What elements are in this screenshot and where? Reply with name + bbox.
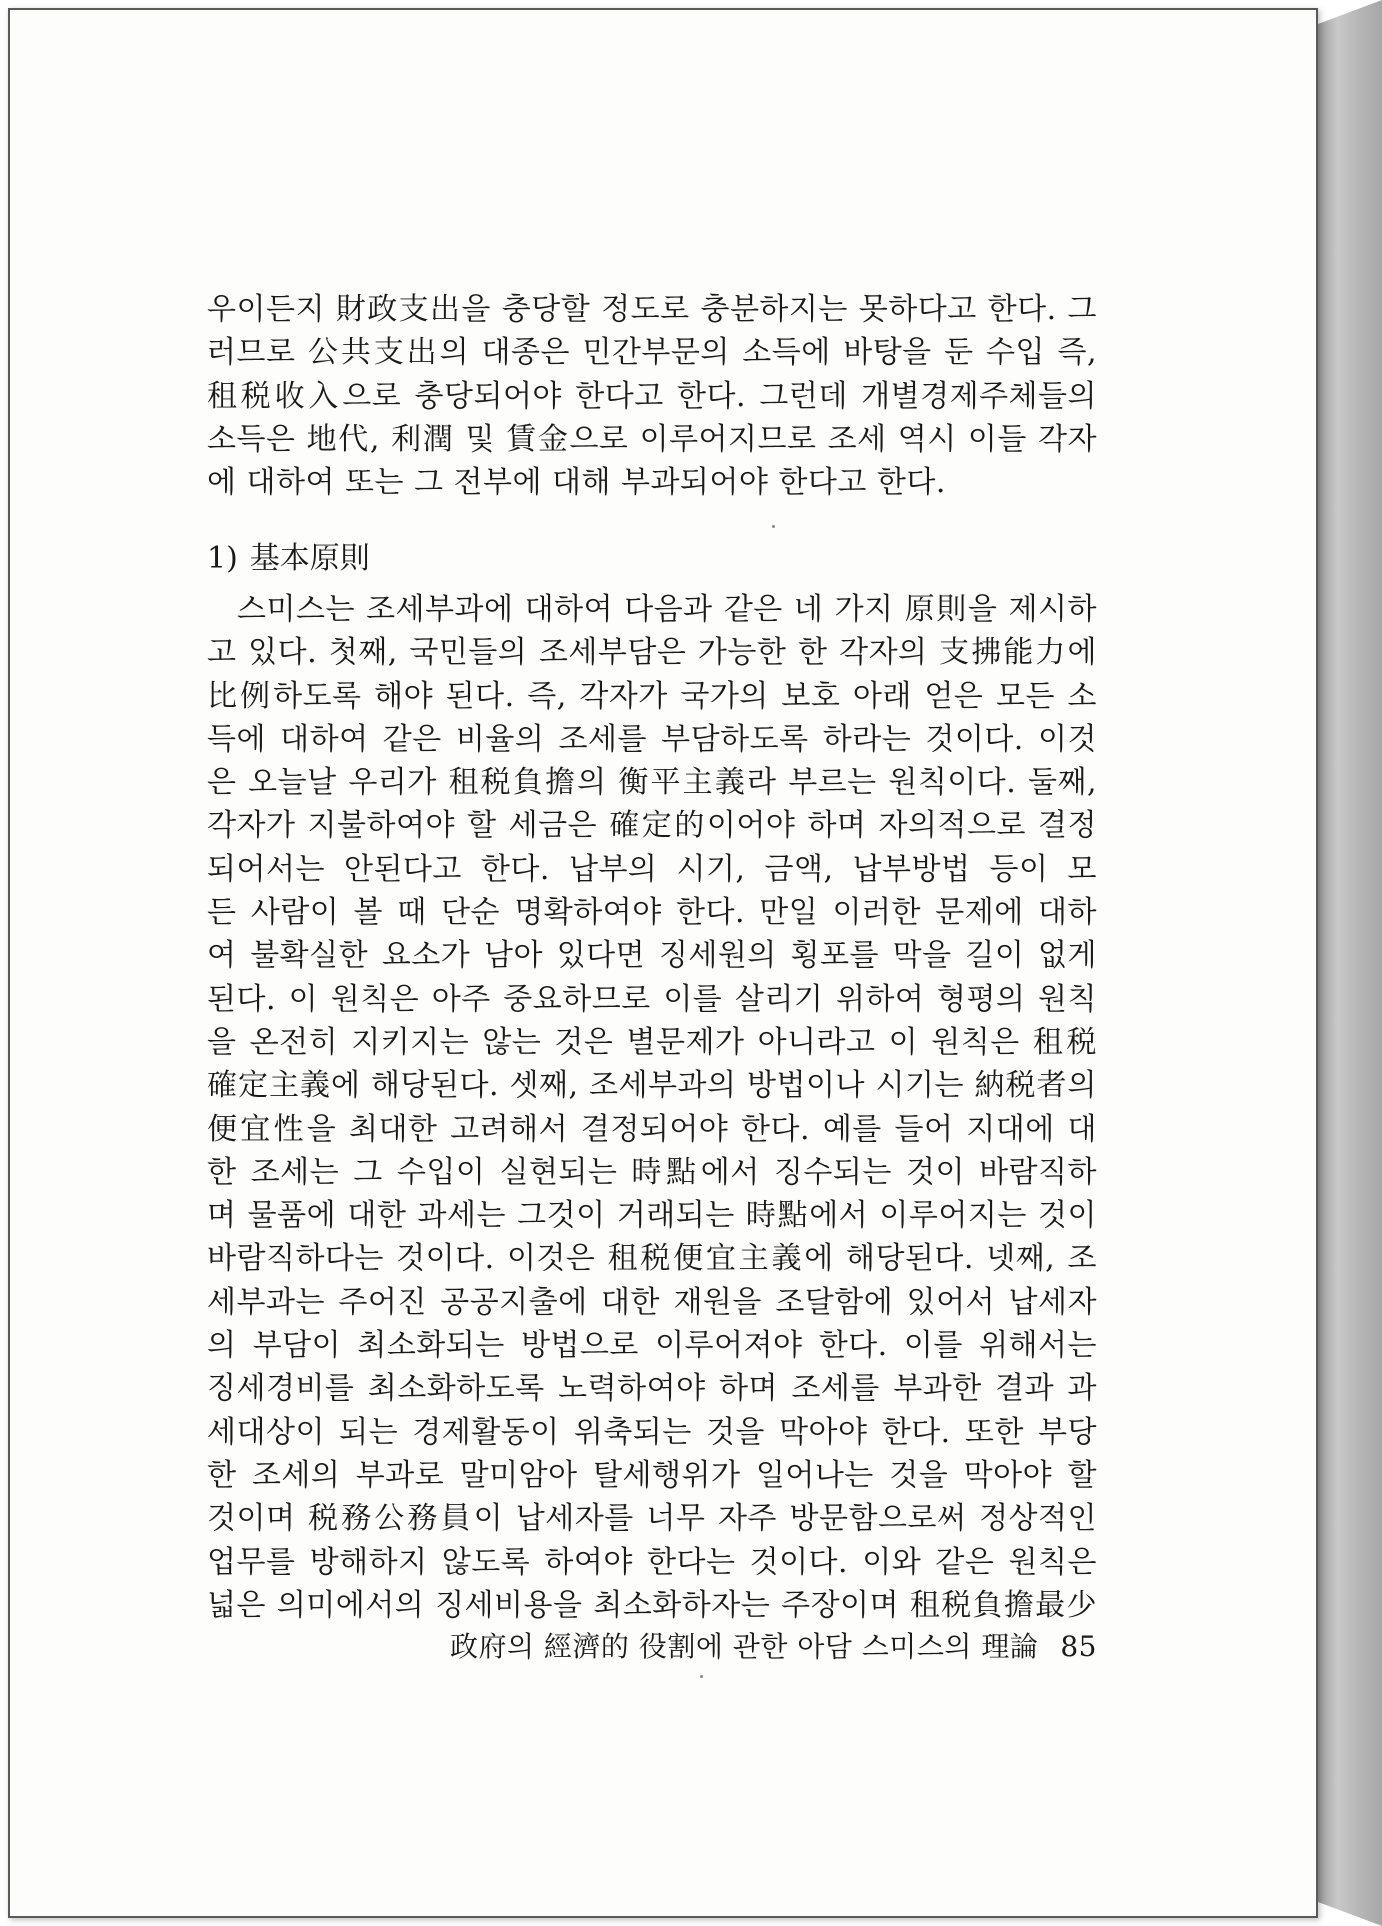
scan-speck: [772, 525, 775, 528]
page-stack-edge-bottom: [1318, 1902, 1382, 1926]
text-line: 한 조세의 부과로 말미암아 탈세행위가 일어나는 것을 막아야 할: [207, 1457, 1097, 1493]
text-line: 租税收入으로 충당되어야 한다고 한다. 그런데 개별경제주체들의: [207, 378, 1097, 414]
text-line: 고 있다. 첫째, 국민들의 조세부담은 가능한 한 각자의 支拂能力에: [207, 635, 1097, 671]
text-line-indented: 스미스는 조세부과에 대하여 다음과 같은 네 가지 原則을 제시하: [237, 592, 1097, 627]
text-line: 소득은 地代, 利潤 및 賃金으로 이루어지므로 조세 역시 이들 각자: [207, 421, 1097, 457]
text-line: 업무를 방해하지 않도록 하여야 한다는 것이다. 이와 같은 원칙은: [207, 1544, 1097, 1580]
text-line: 것이며 税務公務員이 납세자를 너무 자주 방문함으로써 정상적인: [207, 1501, 1097, 1537]
text-line: 넓은 의미에서의 징세비용을 최소화하자는 주장이며 租税負擔最少: [207, 1587, 1097, 1623]
text-line: 세부과는 주어진 공공지출에 대한 재원을 조달함에 있어서 납세자: [207, 1284, 1097, 1320]
text-line: 된다. 이 원칙은 아주 중요하므로 이를 살리기 위하여 형평의 원칙: [207, 981, 1097, 1017]
text-line: 바람직하다는 것이다. 이것은 租税便宜主義에 해당된다. 넷째, 조: [207, 1241, 1097, 1277]
running-title: 政府의 經濟的 役割에 관한 아담 스미스의 理論: [449, 1630, 1039, 1663]
text-line: 에 대하여 또는 그 전부에 대해 부과되어야 한다고 한다.: [207, 465, 946, 501]
text-line: 우이든지 財政支出을 충당할 정도로 충분하지는 못하다고 한다. 그: [207, 292, 1097, 327]
text-line: 의 부담이 최소화되는 방법으로 이루어져야 한다. 이를 위해서는: [207, 1328, 1097, 1364]
book-page: [8, 8, 1318, 1918]
section-heading: [207, 537, 370, 580]
paragraph-basic-principles: [207, 588, 1097, 1627]
text-line: 은 오늘날 우리가 租税負擔의 衡平主義라 부르는 원칙이다. 둘째,: [207, 765, 1097, 801]
text-line: 比例하도록 해야 된다. 즉, 각자가 국가의 보호 아래 얻은 모든 소: [207, 678, 1097, 714]
page-stack-edge: [1318, 0, 1382, 1926]
section-number: 1): [207, 541, 238, 576]
scan-speck: [700, 1675, 703, 1678]
text-line: 便宜性을 최대한 고려해서 결정되어야 한다. 예를 들어 지대에 대: [207, 1111, 1097, 1147]
page-footer: [207, 1625, 1097, 1665]
text-line: 確定主義에 해당된다. 셋째, 조세부과의 방법이나 시기는 納税者의: [207, 1068, 1097, 1104]
text-line: 각자가 지불하여야 할 세금은 確定的이어야 하며 자의적으로 결정: [207, 808, 1097, 844]
text-line: 러므로 公共支出의 대종은 민간부문의 소득에 바탕을 둔 수입 즉,: [207, 335, 1097, 371]
text-line: 한 조세는 그 수입이 실현되는 時點에서 징수되는 것이 바람직하: [207, 1154, 1097, 1190]
paragraph-continued: [207, 288, 1097, 504]
text-line: 든 사람이 볼 때 단순 명확하여야 한다. 만일 이러한 문제에 대하: [207, 895, 1097, 931]
text-line: 며 물품에 대한 과세는 그것이 거래되는 時點에서 이루어지는 것이: [207, 1198, 1097, 1234]
page-number: 85: [1060, 1630, 1097, 1663]
text-line: 되어서는 안된다고 한다. 납부의 시기, 금액, 납부방법 등이 모: [207, 851, 1097, 887]
section-title: 基本原則: [249, 541, 370, 576]
text-line: 여 불확실한 요소가 남아 있다면 징세원의 횡포를 막을 길이 없게: [207, 938, 1097, 974]
text-line: 징세경비를 최소화하도록 노력하여야 하며 조세를 부과한 결과 과: [207, 1371, 1097, 1407]
text-line: 을 온전히 지키지는 않는 것은 별문제가 아니라고 이 원칙은 租税: [207, 1024, 1097, 1060]
text-line: 득에 대하여 같은 비율의 조세를 부담하도록 하라는 것이다. 이것: [207, 721, 1097, 757]
page-stack-edge-top: [1318, 0, 1382, 24]
text-line: 세대상이 되는 경제활동이 위축되는 것을 막아야 한다. 또한 부당: [207, 1414, 1097, 1450]
